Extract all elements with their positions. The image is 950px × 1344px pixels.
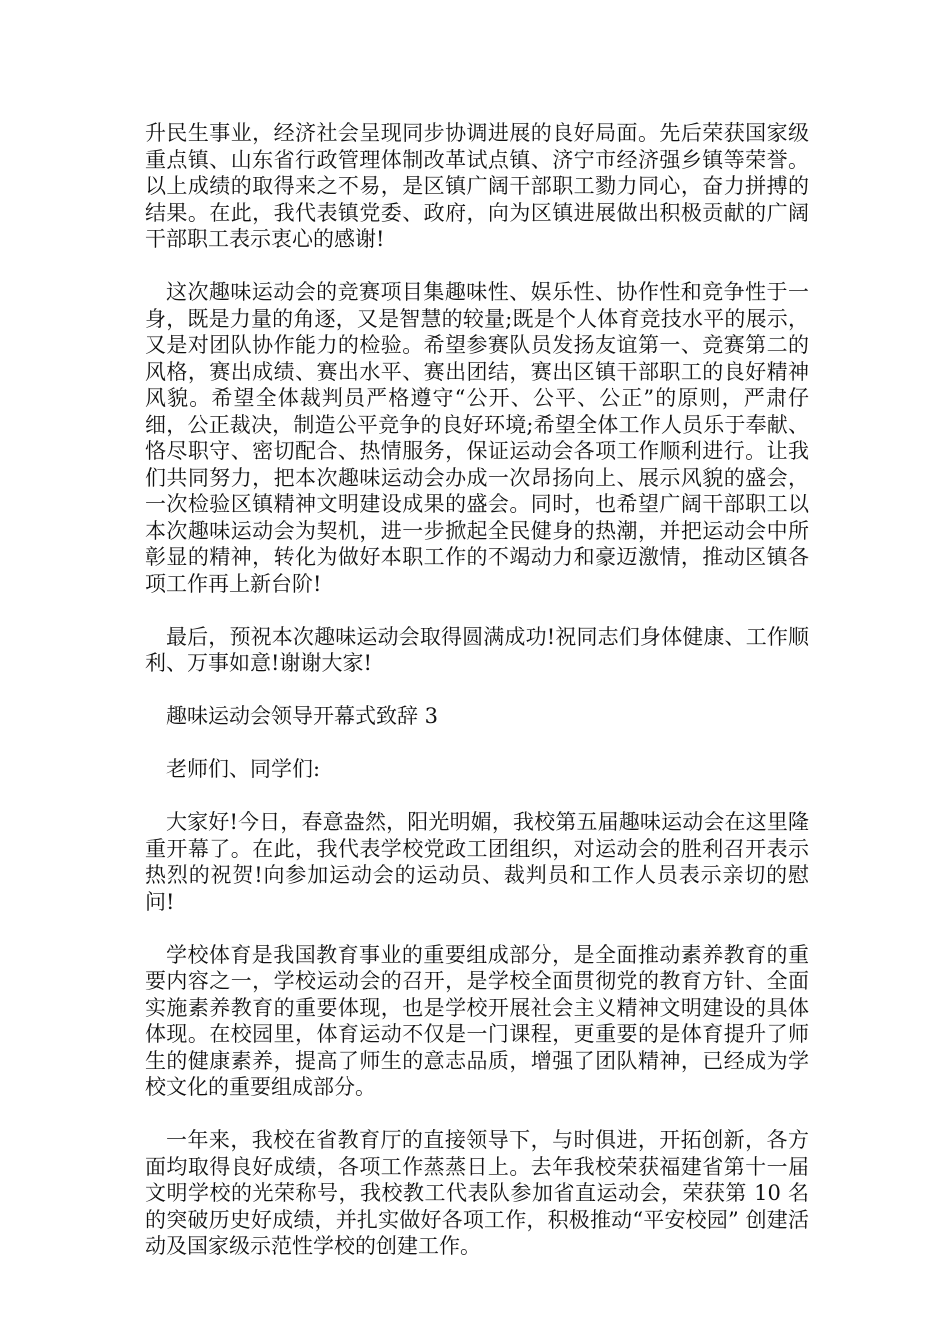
paragraph-closing: 最后，预祝本次趣味运动会取得圆满成功!祝同志们身体健康、工作顺利、万事如意!谢谢大家! [145, 624, 809, 675]
salutation: 老师们、同学们: [166, 757, 321, 781]
paragraph-greeting: 大家好!今日，春意盎然，阳光明媚，我校第五届趣味运动会在这里隆重开幕了。在此，我代表学校党政工团组织，对运动会的胜利召开表示热烈的祝贺!向参加运动会的运动员、裁判员和工作人员表示亲切的慰问! [145, 810, 809, 914]
paragraph-continuation: 升民生事业，经济社会呈现同步协调进展的良好局面。先后荣获国家级重点镇、山东省行政管理体制改革试点镇、济宁市经济强乡镇等荣誉。以上成绩的取得来之不易，是区镇广阔干部职工勠力同心，奋力拼搏的结果。在此，我代表镇党委、政府，向为区镇进展做出积极贡献的广阔干部职工表示衷心的感谢! [145, 121, 809, 251]
document-page [145, 120, 809, 1286]
paragraph-achievements: 一年来，我校在省教育厅的直接领导下，与时俱进，开拓创新，各方面均取得良好成绩，各项工作蒸蒸日上。去年我校荣获福建省第十一届文明学校的光荣称号，我校教工代表队参加省直运动会，荣获第 10 名的突破历史好成绩，并扎实做好各项工作，积极推动“平安校园” 创建活动及国家级示范性学校的创建工作。 [145, 1128, 809, 1258]
section-heading: 趣味运动会领导开幕式致辞 3 [166, 704, 439, 728]
paragraph-school-sports: 学校体育是我国教育事业的重要组成部分，是全面推动素养教育的重要内容之一，学校运动会的召开，是学校全面贯彻党的教育方针、全面实施素养教育的重要体现，也是学校开展社会主义精神文明建设的具体体现。在校园里，体育运动不仅是一门课程，更重要的是体育提升了师生的健康素养，提高了师生的意志品质，增强了团队精神，已经成为学校文化的重要组成部分。 [145, 942, 809, 1099]
paragraph-competition: 这次趣味运动会的竞赛项目集趣味性、娱乐性、协作性和竞争性于一身，既是力量的角逐，又是智慧的较量;既是个人体育竞技水平的展示，又是对团队协作能力的检验。希望参赛队员发扬友谊第一、竞赛第二的风格，赛出成绩、赛出水平、赛出团结，赛出区镇干部职工的良好精神风貌。希望全体裁判员严格遵守“公开、公平、公正”的原则，严肃仔细，公正裁决，制造公平竞争的良好环境;希望全体工作人员乐于奉献、恪尽职守、密切配合、热情服务，保证运动会各项工作顺利进行。让我们共同努力，把本次趣味运动会办成一次昂扬向上、展示风貌的盛会，一次检验区镇精神文明建设成果的盛会。同时，也希望广阔干部职工以本次趣味运动会为契机，进一步掀起全民健身的热潮，并把运动会中所彰显的精神，转化为做好本职工作的不竭动力和豪迈激情，推动区镇各项工作再上新台阶! [145, 280, 809, 596]
